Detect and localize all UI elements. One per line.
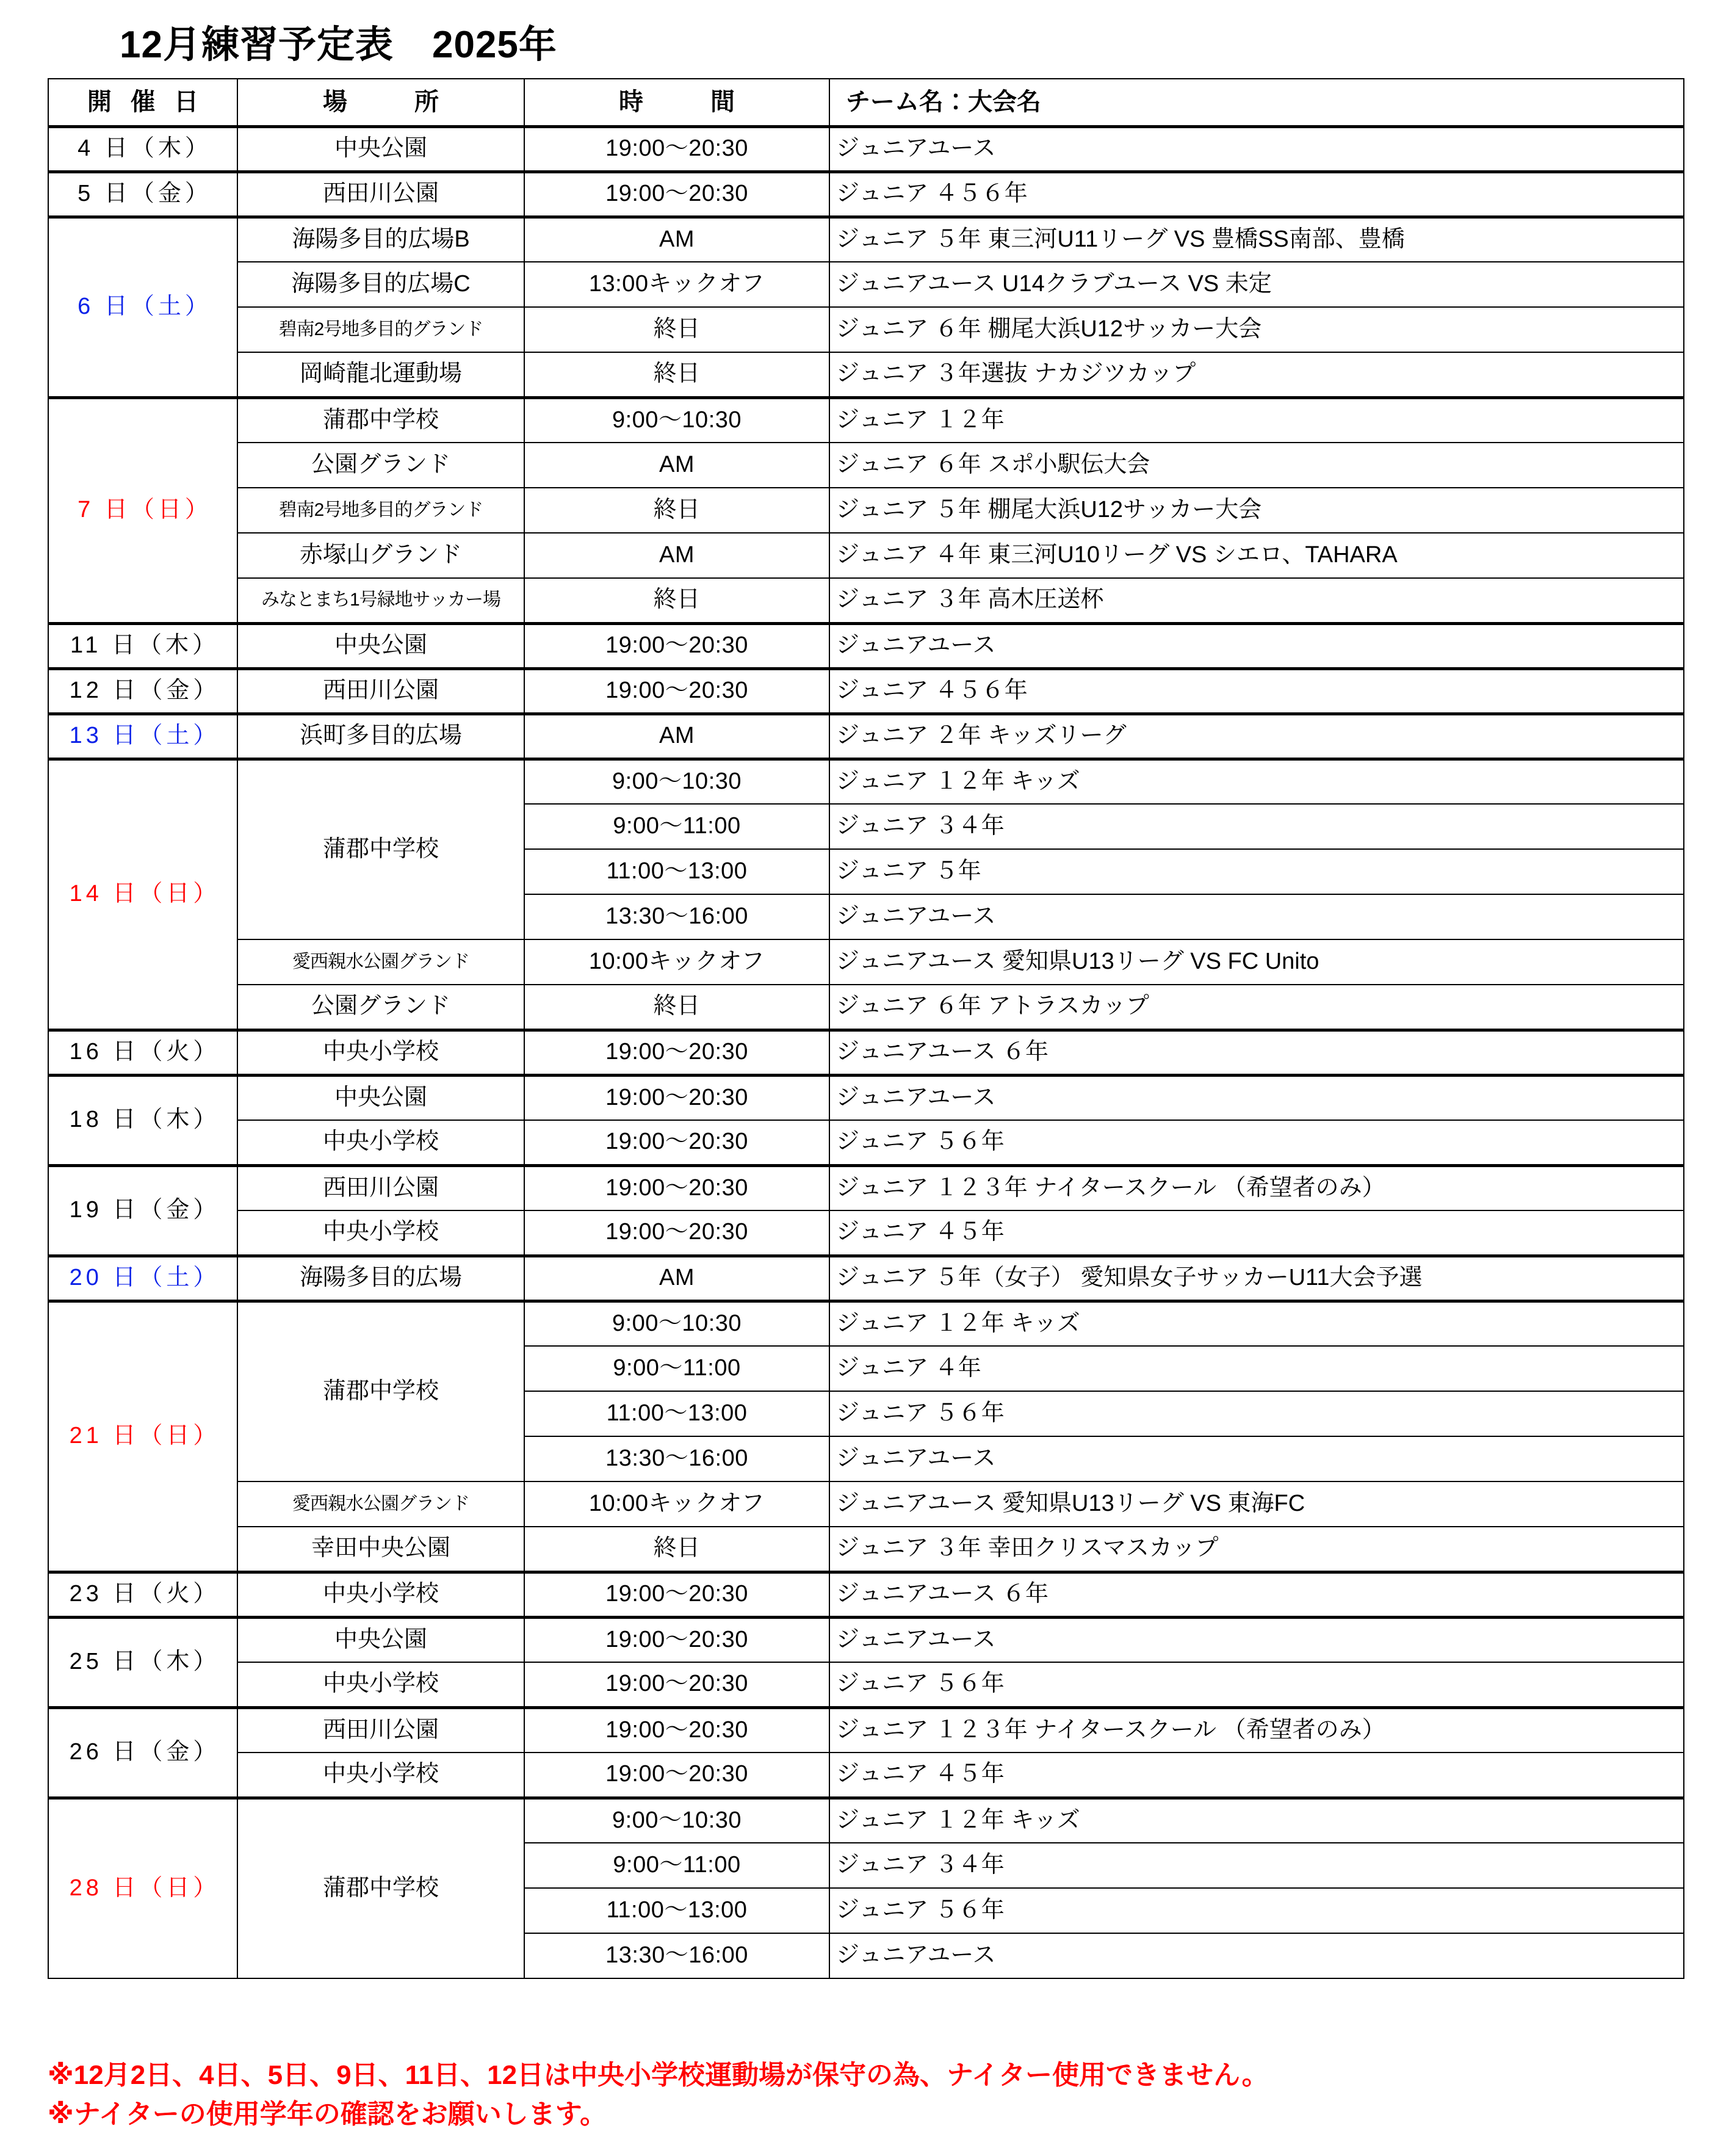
table-row [48, 1617, 1684, 1662]
cell-place: 中央公園 [237, 623, 524, 668]
cell-date: 12 日（金） [48, 668, 237, 714]
cell-team: ジュニアユース [829, 1933, 1684, 1978]
table-row [48, 1210, 1684, 1256]
cell-team: ジュニア ６年 棚尾大浜U12サッカー大会 [829, 307, 1684, 352]
cell-time: 9:00〜11:00 [524, 804, 829, 849]
cell-date: 7 日（日） [48, 397, 237, 623]
note-line-2: ※ナイターの使用学年の確認をお願いします。 [48, 2099, 607, 2129]
cell-place: 岡崎龍北運動場 [237, 352, 524, 397]
column-header-time: 時 間 [524, 79, 829, 126]
cell-date: 20 日（土） [48, 1256, 237, 1301]
cell-time: 終日 [524, 352, 829, 397]
table-row [48, 1301, 1684, 1346]
cell-team: ジュニア １２年 キッズ [829, 1798, 1684, 1843]
cell-team: ジュニア ５年 棚尾大浜U12サッカー大会 [829, 488, 1684, 533]
cell-time: 19:00〜20:30 [524, 1662, 829, 1707]
cell-place: 海陽多目的広場 [237, 1256, 524, 1301]
cell-date: 5 日（金） [48, 172, 237, 217]
cell-place: 西田川公園 [237, 172, 524, 217]
cell-team: ジュニアユース 愛知県U13リーグ VS 東海FC [829, 1481, 1684, 1527]
cell-time: 9:00〜11:00 [524, 1346, 829, 1391]
table-row [48, 1256, 1684, 1301]
cell-place: 赤塚山グランド [237, 533, 524, 578]
cell-time: 19:00〜20:30 [524, 668, 829, 714]
cell-team: ジュニアユース [829, 1436, 1684, 1481]
cell-date: 13 日（土） [48, 714, 237, 759]
cell-time: 終日 [524, 578, 829, 623]
cell-time: 13:30〜16:00 [524, 1436, 829, 1481]
table-row [48, 1030, 1684, 1075]
cell-team: ジュニア １２３年 ナイタースクール （希望者のみ） [829, 1707, 1684, 1753]
cell-time: 19:00〜20:30 [524, 1753, 829, 1798]
cell-team: ジュニアユース ６年 [829, 1030, 1684, 1075]
cell-place: 蒲郡中学校 [237, 1798, 524, 1978]
header-row [48, 79, 1684, 126]
cell-team: ジュニアユース [829, 894, 1684, 939]
cell-team: ジュニアユース [829, 1617, 1684, 1662]
table-row [48, 307, 1684, 352]
cell-date: 18 日（木） [48, 1075, 237, 1165]
cell-date: 21 日（日） [48, 1301, 237, 1572]
cell-date: 11 日（木） [48, 623, 237, 668]
cell-team: ジュニア ５６年 [829, 1662, 1684, 1707]
cell-time: 9:00〜10:30 [524, 397, 829, 443]
cell-time: 9:00〜10:30 [524, 1798, 829, 1843]
cell-time: 19:00〜20:30 [524, 1210, 829, 1256]
table-row [48, 1120, 1684, 1165]
table-row [48, 623, 1684, 668]
cell-time: 19:00〜20:30 [524, 1075, 829, 1120]
cell-place: 西田川公園 [237, 668, 524, 714]
cell-team: ジュニア ５６年 [829, 1120, 1684, 1165]
cell-team: ジュニア ４５６年 [829, 172, 1684, 217]
table-row [48, 1798, 1684, 1843]
cell-team: ジュニア １２年 キッズ [829, 1301, 1684, 1346]
cell-time: 終日 [524, 1527, 829, 1572]
table-row [48, 443, 1684, 488]
table-row [48, 172, 1684, 217]
cell-team: ジュニア ５６年 [829, 1391, 1684, 1436]
cell-place: 蒲郡中学校 [237, 759, 524, 939]
cell-team: ジュニア ３年 高木圧送杯 [829, 578, 1684, 623]
cell-team: ジュニアユース 愛知県U13リーグ VS FC Unito [829, 939, 1684, 985]
cell-time: 10:00キックオフ [524, 939, 829, 985]
cell-team: ジュニア ５６年 [829, 1888, 1684, 1933]
cell-team: ジュニアユース U14クラブユース VS 未定 [829, 262, 1684, 307]
cell-place: 碧南2号地多目的グランド [237, 488, 524, 533]
cell-time: 終日 [524, 307, 829, 352]
column-header-date: 開 催 日 [48, 79, 237, 126]
cell-date: 28 日（日） [48, 1798, 237, 1978]
cell-time: 9:00〜10:30 [524, 759, 829, 804]
cell-team: ジュニア ３年選抜 ナカジツカップ [829, 352, 1684, 397]
cell-time: 11:00〜13:00 [524, 1888, 829, 1933]
cell-time: 19:00〜20:30 [524, 1030, 829, 1075]
table-body [48, 126, 1684, 1978]
cell-date: 14 日（日） [48, 759, 237, 1030]
note-line-1: ※12月2日、4日、5日、9日、11日、12日は中央小学校運動場が保守の為、ナイター使用できません。 [48, 2060, 1269, 2090]
cell-date: 25 日（木） [48, 1617, 237, 1707]
cell-date: 19 日（金） [48, 1165, 237, 1256]
cell-place: 中央小学校 [237, 1662, 524, 1707]
cell-team: ジュニア ４年 [829, 1346, 1684, 1391]
cell-date: 4 日（木） [48, 126, 237, 172]
cell-time: 13:30〜16:00 [524, 894, 829, 939]
cell-time: 終日 [524, 488, 829, 533]
cell-team: ジュニア １２年 [829, 397, 1684, 443]
cell-team: ジュニアユース [829, 623, 1684, 668]
cell-place: 中央公園 [237, 1075, 524, 1120]
cell-team: ジュニア ４５６年 [829, 668, 1684, 714]
cell-team: ジュニア １２年 キッズ [829, 759, 1684, 804]
cell-date: 26 日（金） [48, 1707, 237, 1798]
table-row [48, 668, 1684, 714]
cell-place: 西田川公園 [237, 1707, 524, 1753]
cell-place: 中央小学校 [237, 1572, 524, 1617]
cell-team: ジュニア ５年 東三河U11リーグ VS 豊橋SS南部、豊橋 [829, 217, 1684, 262]
cell-time: AM [524, 533, 829, 578]
cell-place: 幸田中央公園 [237, 1527, 524, 1572]
cell-place: 蒲郡中学校 [237, 1301, 524, 1481]
table-row [48, 488, 1684, 533]
cell-time: 19:00〜20:30 [524, 126, 829, 172]
cell-time: 19:00〜20:30 [524, 172, 829, 217]
cell-time: 9:00〜11:00 [524, 1843, 829, 1888]
table-row [48, 217, 1684, 262]
cell-team: ジュニアユース [829, 126, 1684, 172]
table-row [48, 714, 1684, 759]
table-row [48, 578, 1684, 623]
cell-time: 19:00〜20:30 [524, 623, 829, 668]
cell-time: 19:00〜20:30 [524, 1165, 829, 1210]
table-row [48, 533, 1684, 578]
cell-team: ジュニア ５年（女子） 愛知県女子サッカーU11大会予選 [829, 1256, 1684, 1301]
cell-place: みなとまち1号緑地サッカー場 [237, 578, 524, 623]
cell-time: 19:00〜20:30 [524, 1120, 829, 1165]
footer-notes [48, 2056, 1695, 2134]
cell-team: ジュニア ３４年 [829, 1843, 1684, 1888]
cell-time: 13:30〜16:00 [524, 1933, 829, 1978]
cell-time: 9:00〜10:30 [524, 1301, 829, 1346]
cell-team: ジュニア ４年 東三河U10リーグ VS シエロ、TAHARA [829, 533, 1684, 578]
cell-place: 公園グランド [237, 985, 524, 1030]
table-row [48, 939, 1684, 985]
cell-place: 中央小学校 [237, 1030, 524, 1075]
cell-place: 浜町多目的広場 [237, 714, 524, 759]
cell-place: 海陽多目的広場C [237, 262, 524, 307]
cell-time: 10:00キックオフ [524, 1481, 829, 1527]
cell-time: 11:00〜13:00 [524, 1391, 829, 1436]
cell-place: 蒲郡中学校 [237, 397, 524, 443]
cell-team: ジュニアユース ６年 [829, 1572, 1684, 1617]
cell-team: ジュニア ６年 アトラスカップ [829, 985, 1684, 1030]
cell-place: 中央公園 [237, 1617, 524, 1662]
cell-time: 13:00キックオフ [524, 262, 829, 307]
cell-place: 愛西親水公園グランド [237, 1481, 524, 1527]
table-row [48, 1075, 1684, 1120]
column-header-place: 場 所 [237, 79, 524, 126]
column-header-team: チーム名：大会名 [829, 79, 1684, 126]
cell-place: 中央小学校 [237, 1753, 524, 1798]
cell-team: ジュニアユース [829, 1075, 1684, 1120]
cell-team: ジュニア ２年 キッズリーグ [829, 714, 1684, 759]
cell-place: 愛西親水公園グランド [237, 939, 524, 985]
cell-date: 6 日（土） [48, 217, 237, 397]
page-title: 12月練習予定表 2025年 [120, 24, 557, 66]
cell-place: 海陽多目的広場B [237, 217, 524, 262]
table-row [48, 126, 1684, 172]
cell-time: 19:00〜20:30 [524, 1572, 829, 1617]
cell-team: ジュニア ５年 [829, 849, 1684, 894]
cell-place: 中央公園 [237, 126, 524, 172]
cell-team: ジュニア １２３年 ナイタースクール （希望者のみ） [829, 1165, 1684, 1210]
cell-time: AM [524, 443, 829, 488]
table-row [48, 1165, 1684, 1210]
cell-team: ジュニア ４５年 [829, 1753, 1684, 1798]
cell-time: 終日 [524, 985, 829, 1030]
table-row [48, 397, 1684, 443]
table-row [48, 262, 1684, 307]
cell-time: 19:00〜20:30 [524, 1707, 829, 1753]
table-row [48, 1707, 1684, 1753]
cell-place: 碧南2号地多目的グランド [237, 307, 524, 352]
table-header [48, 79, 1684, 126]
cell-time: AM [524, 1256, 829, 1301]
table-row [48, 1527, 1684, 1572]
cell-place: 西田川公園 [237, 1165, 524, 1210]
table-row [48, 985, 1684, 1030]
cell-date: 16 日（火） [48, 1030, 237, 1075]
cell-time: AM [524, 217, 829, 262]
table-row [48, 1572, 1684, 1617]
cell-team: ジュニア ３４年 [829, 804, 1684, 849]
table-row [48, 1662, 1684, 1707]
table-row [48, 1481, 1684, 1527]
practice-schedule-table [48, 78, 1684, 1979]
table-row [48, 1753, 1684, 1798]
cell-place: 中央小学校 [237, 1120, 524, 1165]
cell-time: 11:00〜13:00 [524, 849, 829, 894]
cell-time: 19:00〜20:30 [524, 1617, 829, 1662]
cell-place: 中央小学校 [237, 1210, 524, 1256]
cell-date: 23 日（火） [48, 1572, 237, 1617]
cell-team: ジュニア ６年 スポ小駅伝大会 [829, 443, 1684, 488]
cell-team: ジュニア ３年 幸田クリスマスカップ [829, 1527, 1684, 1572]
cell-team: ジュニア ４５年 [829, 1210, 1684, 1256]
cell-place: 公園グランド [237, 443, 524, 488]
cell-time: AM [524, 714, 829, 759]
table-row [48, 759, 1684, 804]
table-row [48, 352, 1684, 397]
